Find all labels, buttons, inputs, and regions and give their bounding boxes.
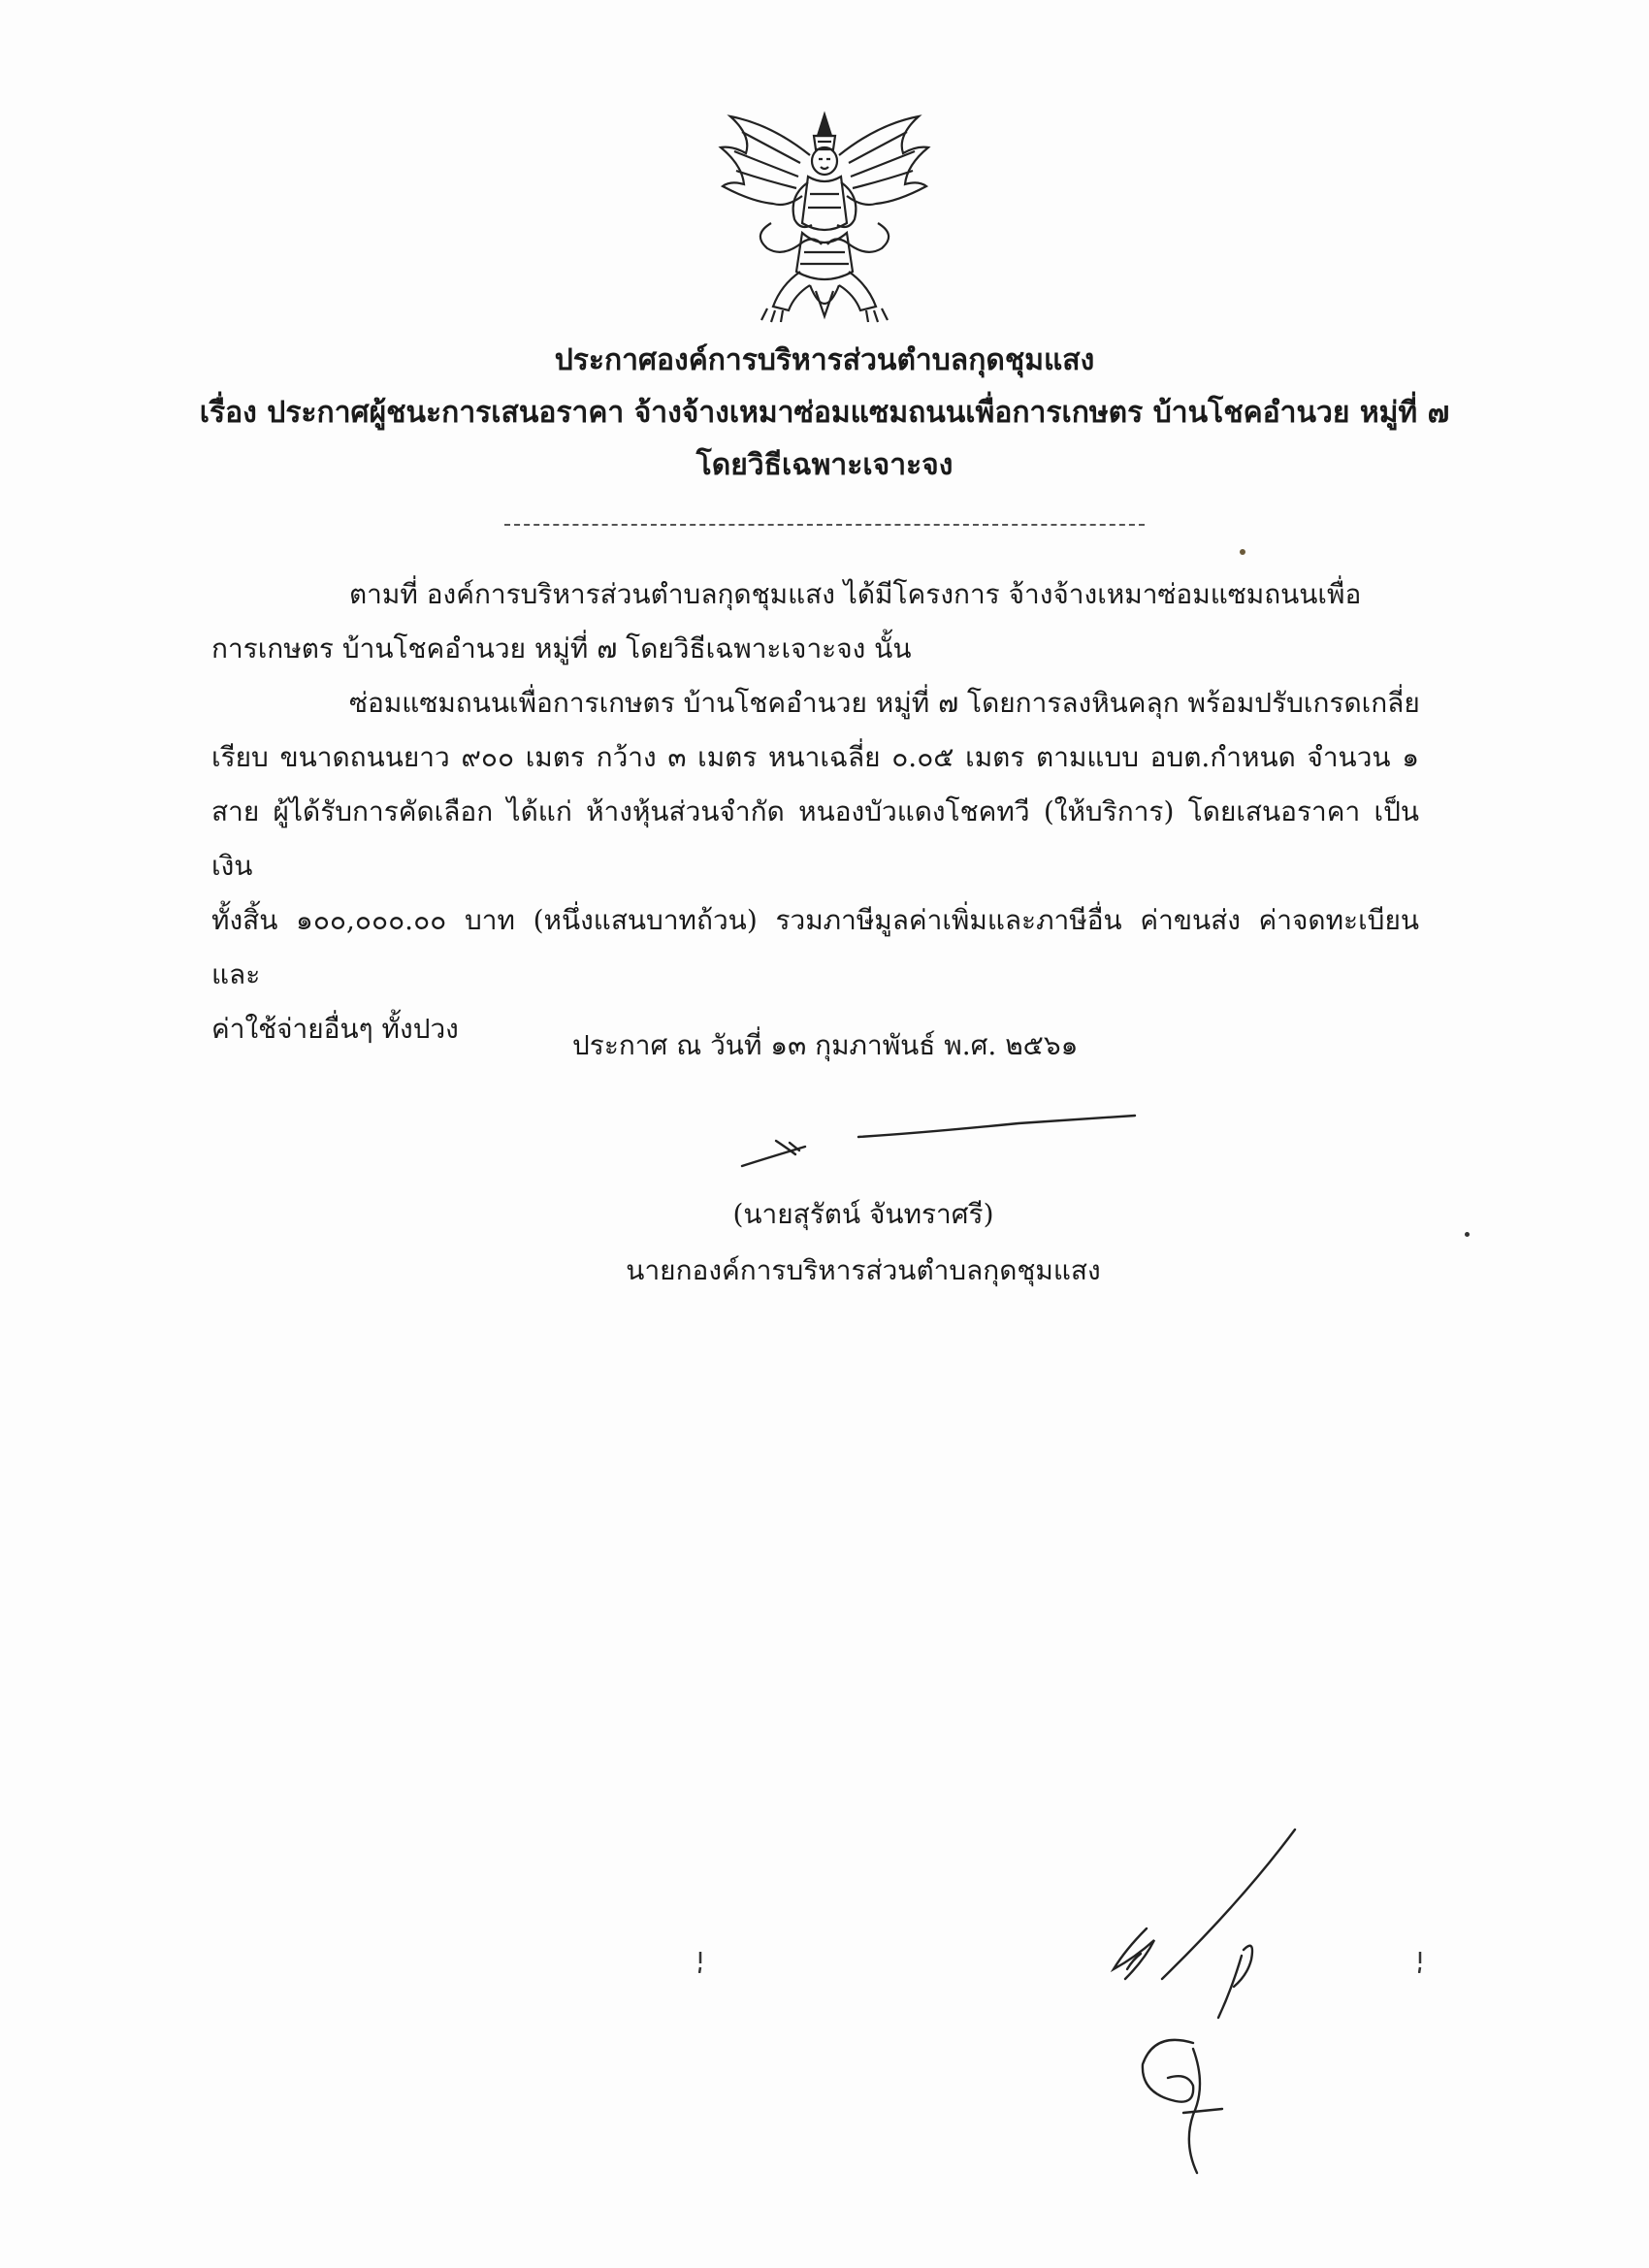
body-paragraph-2-line-2: เรียบ ขนาดถนนยาว ๙๐๐ เมตร กว้าง ๓ เมตร หนาเฉลี่ย ๐.๐๕ เมตร ตามแบบ อบต.กำหนด จำนวน ๑	[211, 741, 1419, 773]
header-divider	[504, 524, 1145, 526]
body-paragraph-2-line-5: ค่าใช้จ่ายอื่นๆ ทั้งปวง	[211, 1013, 459, 1045]
body-paragraph-2-line-4: ทั้งสิ้น ๑๐๐,๐๐๐.๐๐ บาท (หนึ่งแสนบาทถ้วน) รวมภาษีมูลค่าเพิ่มและภาษีอื่น ค่าขนส่ง ค่าจดทะเบียน และ	[211, 904, 1419, 990]
body-paragraph-1-line-2: การเกษตร บ้านโชคอำนวย หมู่ที่ ๗ โดยวิธีเฉพาะเจาะจง นั้น	[211, 632, 912, 664]
header-subject: เรื่อง ประกาศผู้ชนะการเสนอราคา จ้างจ้างเหมาซ่อมแซมถนนเพื่อการเกษตร บ้านโชคอำนวย หมู่ที่ ๗	[199, 396, 1450, 430]
announcement-body	[211, 567, 1419, 1056]
announcement-header	[146, 335, 1504, 492]
body-paragraph-2-line-1: ซ่อมแซมถนนเพื่อการเกษตร บ้านโชคอำนวย หมู่ที่ ๗ โดยการลงหินคลุก พร้อมปรับเกรดเกลี่ย	[349, 687, 1420, 719]
signer-position: นายกองค์การบริหารส่วนตำบลกุดชุมแสง	[626, 1254, 1101, 1286]
handwritten-initials-icon	[1086, 1824, 1319, 2212]
body-paragraph-2-line-3: สาย ผู้ได้รับการคัดเลือก ได้แก่ ห้างหุ้นส่วนจำกัด หนองบัวแดงโชคทวี (ให้บริการ) โดยเสนอราคา เป็นเงิน	[211, 795, 1419, 882]
margin-mark-left	[698, 1952, 702, 1973]
header-method: โดยวิธีเฉพาะเจาะจง	[695, 448, 954, 482]
signer-name: (นายสุรัตน์ จันทราศรี)	[732, 1198, 994, 1230]
garuda-emblem-icon	[713, 107, 936, 325]
margin-mark-right	[1418, 1952, 1422, 1973]
header-organization: ประกาศองค์การบริหารส่วนตำบลกุดชุมแสง	[554, 343, 1095, 377]
signature-icon	[728, 1106, 1154, 1183]
scan-speck	[1240, 549, 1245, 555]
scan-speck	[1465, 1232, 1470, 1237]
body-paragraph-1-line-1: ตามที่ องค์การบริหารส่วนตำบลกุดชุมแสง ได้มีโครงการ จ้างจ้างเหมาซ่อมแซมถนนเพื่อ	[349, 578, 1362, 610]
announcement-date: ประกาศ ณ วันที่ ๑๓ กุมภาพันธ์ พ.ศ. ๒๕๖๑	[572, 1029, 1079, 1061]
